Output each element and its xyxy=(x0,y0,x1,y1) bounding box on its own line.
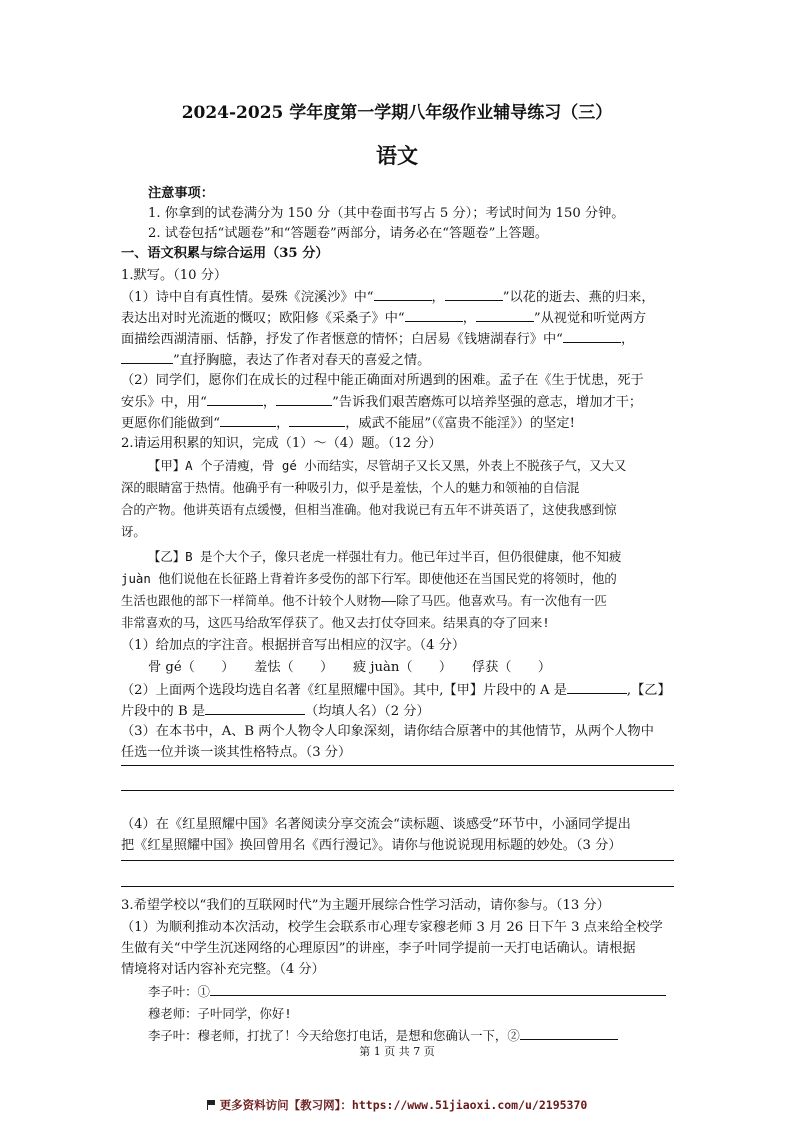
q2-sub-3-line-2: 任选一位并谈一谈其性格特点。（3 分） xyxy=(121,745,352,760)
q2-sub-1-items: 骨 gé（ ） 羞怯（ ） 疲 juàn（ ） 俘获（ ） xyxy=(148,660,552,675)
q1-line-6: 安乐》中，用“ ， ”告诉我们艰苦磨炼可以培养坚强的意志，增加才干； xyxy=(121,392,642,413)
q2-passage-yi-line-4: 非常喜欢的马，这匹马给敌军俘获了。他又去打仗夺回来。结果真的夺了回来! xyxy=(121,615,550,630)
page-number: 第 1 页 共 7 页 xyxy=(359,1045,435,1058)
answer-blank-a[interactable] xyxy=(567,680,627,694)
q2-passage-yi-line-1: 【乙】B 是个大个子，像只老虎一样强壮有力。他已年过半百，但仍很健康，他不知疲 xyxy=(148,549,622,564)
q2-sub-3-line-1: （3）在本书中，A、B 两个人物令人印象深刻，请你结合原著中的其他情节，从两个人物中 xyxy=(121,724,654,739)
q2-passage-jia-line-2: 深的眼睛富于热情。他确乎有一种吸引力，似乎是羞怯，个人的魅力和领袖的自信混 xyxy=(121,480,580,495)
q1-line-7: 更愿你们能做到“ ， ，威武不能屈”（《富贵不能淫》）的坚定! xyxy=(121,413,575,434)
answer-blank-b[interactable] xyxy=(205,701,305,715)
q1-blank xyxy=(220,413,276,427)
promo-link[interactable]: 更多资料访问【教习网】：https://www.51jiaoxi.com/u/2195370 xyxy=(0,1097,794,1113)
answer-line[interactable] xyxy=(121,860,674,861)
q3-dialog-3: 李子叶：穆老师，打扰了！今天给您打电话，是想和您确认一下，② xyxy=(148,1026,618,1046)
flag-icon xyxy=(207,1100,216,1110)
q2-passage-jia-line-4: 讶。 xyxy=(121,524,146,539)
q1-line-4: ”直抒胸臆，表达了作者对春天的喜爱之情。 xyxy=(121,350,430,371)
q1-blank xyxy=(121,350,173,364)
q1-blank xyxy=(405,308,463,322)
q3-para-line-3: 情境将对话内容补充完整。（4 分） xyxy=(121,962,325,977)
q2-heading: 2.请运用积累的知识，完成（1）～（4）题。（12 分） xyxy=(121,436,442,451)
q3-dialog-1: 李子叶：① xyxy=(148,982,666,1002)
q3-heading: 3.希望学校以“我们的互联网时代”为主题开展综合性学习活动，请你参与。（13 分） xyxy=(121,898,610,913)
q1-blank xyxy=(445,287,503,301)
q1-line-1: （1）诗中自有真性情。晏殊《浣溪沙》中“ ， ”以花的逝去、燕的归来， xyxy=(121,287,655,308)
q1-blank xyxy=(289,413,345,427)
notes-item-1: 1. 你拿到的试卷满分为 150 分（其中卷面书写占 5 分）；考试时间为 150 分钟。 xyxy=(148,206,625,221)
section-heading: 一、语文积累与综合运用（35 分） xyxy=(121,246,329,261)
notes-heading: 注意事项： xyxy=(148,186,214,201)
q3-dialog-2: 穆老师：子叶同学，你好! xyxy=(148,1006,292,1021)
answer-line[interactable] xyxy=(121,886,674,887)
q1-blank xyxy=(207,392,263,406)
q2-passage-jia-line-3: 合的产物。他讲英语有点缓慢，但相当准确。他对我说已有五年不讲英语了，这使我感到惊 xyxy=(121,502,617,517)
q1-heading: 1.默写。（10 分） xyxy=(121,268,228,283)
q1-line-2: 表达出对时光流逝的慨叹；欧阳修《采桑子》中“ ， ”从视觉和听觉两方 xyxy=(121,308,646,329)
answer-line[interactable] xyxy=(121,765,674,766)
q2-passage-yi-line-2: juàn 他们说他在长征路上背着许多受伤的部下行军。即使他还在当国民党的将领时，他的 xyxy=(121,571,617,586)
q2-sub-4-line-1: （4）在《红星照耀中国》名著阅读分享交流会“读标题、谈感受”环节中，小涵同学提出 xyxy=(121,817,631,832)
subject-title: 语文 xyxy=(376,143,418,168)
answer-blank-2[interactable] xyxy=(520,1026,618,1040)
q1-line-3: 面描绘西湖清丽、恬静，抒发了作者惬意的情怀；白居易《钱塘湖春行》中“ ， xyxy=(121,329,634,350)
q2-sub-4-line-2: 把《红星照耀中国》换回曾用名《西行漫记》。请你与他说说现用标题的妙处。（3 分） xyxy=(121,838,622,853)
q2-sub-2-line-1: （2）上面两个选段均选自名著《红星照耀中国》。其中,【甲】片段中的 A 是 ,【乙】 xyxy=(121,680,671,701)
notes-item-2: 2. 试卷包括“试题卷”和“答题卷”两部分，请务必在“答题卷”上答题。 xyxy=(148,226,549,241)
q1-line-5: （2）同学们，愿你们在成长的过程中能正确面对所遇到的困难。孟子在《生于忧患，死于 xyxy=(121,373,644,388)
q3-para-line-1: （1）为顺利推动本次活动，校学生会联系市心理专家穆老师 3 月 26 日下午 3 点来给全校学 xyxy=(121,920,663,935)
page-title: 2024-2025 学年度第一学期八年级作业辅导练习（三） xyxy=(181,103,613,123)
q2-sub-1: （1）给加点的字注音。根据拼音写出相应的汉字。（4 分） xyxy=(121,638,466,653)
q2-sub-2-line-2: 片段中的 B 是 （均填人名）（2 分） xyxy=(121,701,430,722)
q3-para-line-2: 生做有关“中学生沉迷网络的心理原因”的讲座，李子叶同学提前一天打电话确认。请根据 xyxy=(121,941,636,956)
answer-line[interactable] xyxy=(121,790,674,791)
q2-passage-jia-line-1: 【甲】A 个子清瘦，骨 gé 小而结实，尽管胡子又长又黑，外表上不脱孩子气，又大又 xyxy=(148,458,627,473)
q1-blank xyxy=(563,329,621,343)
q1-blank xyxy=(276,392,332,406)
q1-blank xyxy=(476,308,534,322)
q1-blank xyxy=(374,287,432,301)
q2-passage-yi-line-3: 生活也跟他的部下一样简单。他不计较个人财物——除了马匹。他喜欢马。有一次他有一匹 xyxy=(121,593,607,608)
answer-blank-1[interactable] xyxy=(210,982,666,996)
